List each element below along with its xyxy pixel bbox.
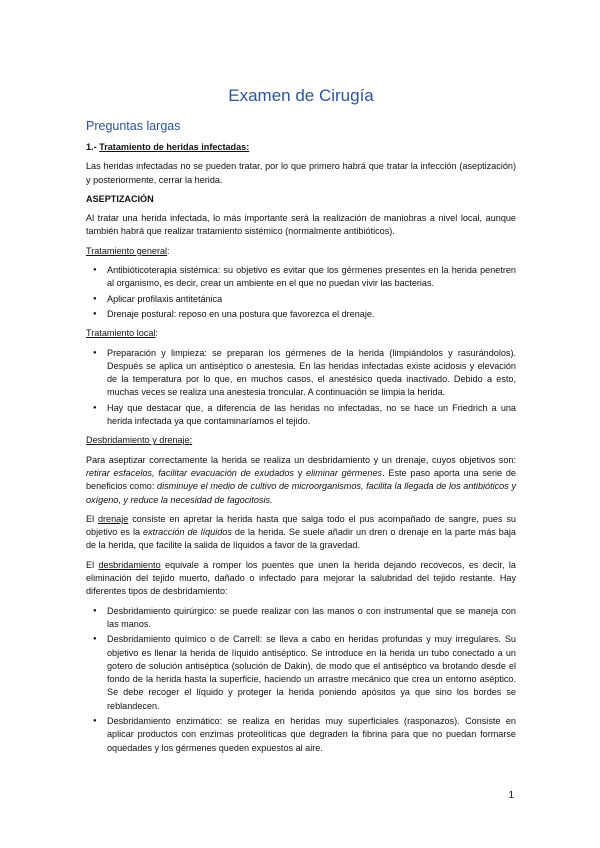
local-heading-colon: : [155, 328, 158, 339]
italic-run: retirar esfacelos, facilitar evacuación de exudados [86, 467, 294, 478]
text-run: . Este paso aporta una serie de beneficios como: [86, 467, 516, 492]
text-run: y [293, 467, 307, 478]
page-number: 1 [508, 790, 514, 801]
text-run: Para aseptizar correctamente la herida se realiza un desbridamiento y un drenaje, cuyos objetivos son: [86, 454, 516, 465]
desbridamiento-paragraph-1 [86, 454, 516, 507]
aseptizacion-paragraph: Al tratar una herida infectada, lo más importante será la realización de maniobras a nivel local, aunque también habrá que realizar tratamiento sistémico (normalmente antibióticos). [86, 213, 516, 237]
list-item: ● Antibióticoterapia sistémica: su objetivo es evitar que los gérmenes presentes en la herida penetren al organismo, es decir, crear un ambiente en el que no puedan vivir las bacterias. [107, 264, 516, 291]
list-item: ● Drenaje postural: reposo en una postura que favorezca el drenaje. [107, 308, 516, 321]
aseptizacion-heading: ASEPTIZACIÓN [86, 193, 154, 204]
page-title: Examen de Cirugía [228, 86, 374, 105]
question-title: Tratamiento de heridas infectadas: [99, 142, 250, 152]
text-run: El [86, 559, 99, 570]
list-item: ● Preparación y limpieza: se preparan los gérmenes de la herida (limpiándolos y rasurándolos). Después se aplica un antiséptico o anestesia. En las heridas infectadas existe acidosis y elevación de la temperatura por lo que, en muchos casos, el anestésico queda inactivado. Debido a esto, muchas veces se realiza una anestesia troncular. A continuación se limpia la herida. [107, 347, 516, 400]
general-heading-text: Tratamiento general [86, 245, 168, 256]
document-body [86, 141, 516, 761]
desbridamiento-list [86, 605, 516, 755]
general-heading [86, 245, 516, 258]
section-title: Preguntas largas [86, 119, 181, 133]
list-item: ● Aplicar profilaxis antitetánica [107, 293, 516, 306]
list-item: ● Desbridamiento quirúrgico: se puede realizar con las manos o con instrumental que se maneja con las manos. [107, 605, 516, 632]
list-item: ● Desbridamiento enzimático: se realiza en heridas muy superficiales (rasponazos). Consiste en aplicar productos con enzimas proteolíticas que degraden la fibrina para que no puedan formarse oquedades y los gérmenes queden expuestos al aire. [107, 715, 516, 755]
italic-run: extracción de líquidos [143, 527, 232, 538]
local-heading-text: Tratamiento local [86, 328, 156, 339]
question-number: 1.- [86, 142, 97, 152]
general-heading-colon: : [167, 245, 170, 256]
drenaje-paragraph [86, 513, 516, 553]
text-run: de la herida. Se suele añadir un dren o drenaje en la parte más baja de la herida, que facilite la salida de líquidos a favor de la gravedad. [86, 527, 516, 551]
underlined-term: desbridamiento [98, 559, 161, 570]
question-heading [86, 141, 516, 154]
italic-run: disminuye el medio de cultivo de microorganismos, facilita la llegada de los antibióticos y oxígeno, y reduce la necesidad de fagocitosis. [86, 481, 516, 505]
italic-run: eliminar gérmenes [306, 467, 383, 478]
desbridamiento-paragraph-3 [86, 559, 516, 599]
general-list [86, 264, 516, 321]
text-run: El [86, 513, 98, 524]
local-list [86, 347, 516, 429]
intro-paragraph: Las heridas infectadas no se pueden tratar, por lo que primero habrá que tratar la infección (aseptización) y posteriormente, cerrar la herida. [86, 161, 516, 185]
local-heading [86, 327, 516, 340]
list-item: ● Desbridamiento químico o de Carrell: se lleva a cabo en heridas profundas y muy irregulares. Su objetivo es llenar la herida de líquido antiséptico. Se introduce en la herida un tubo conectado a un gotero de solución antiséptica (solución de Dakin), de modo que el antiséptico va brotando desde el fondo de la herida hasta la superficie, haciendo un arrastre mecánico que crea un entorno aséptico. Se debe recoger el líquido y proteger la herida poniendo apósitos ya que sino los bordes se reblandecen. [107, 633, 516, 713]
text-run: consiste en apretar la herida hasta que salga todo el pus acompañado de sangre, pues su objetivo es la [86, 513, 516, 538]
desbridamiento-heading: Desbridamiento y drenaje: [86, 435, 193, 446]
text-run: equivale a romper los puentes que unen la herida dejando recovecos, es decir, la eliminación del tejido muerto, dañado o infectado para mejorar la salubridad del tejido restante. Hay diferentes tipos de desbridamiento: [86, 559, 516, 597]
list-item: ● Hay que destacar que, a diferencia de las heridas no infectadas, no se hace un Friedrich a una herida infectada ya que contaminaríamos el tejido. [107, 402, 516, 429]
underlined-term: drenaje [97, 513, 129, 524]
